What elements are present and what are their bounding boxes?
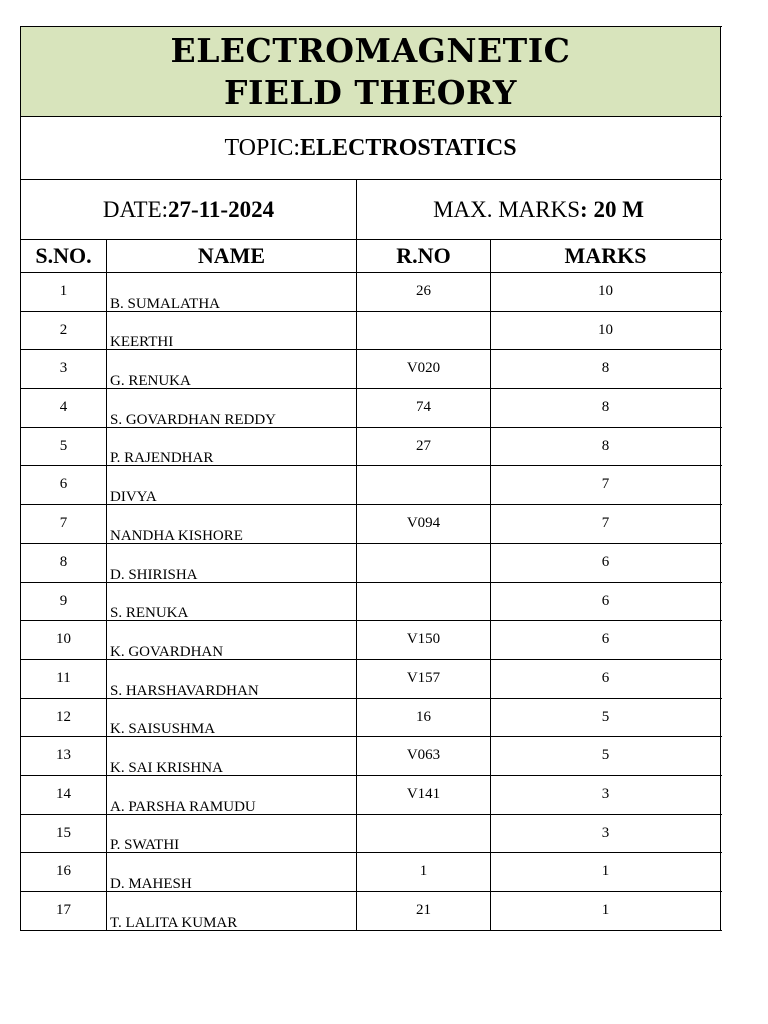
cell-rno: 26 xyxy=(357,273,491,311)
cell-rno: 21 xyxy=(357,892,491,930)
cell-sno: 4 xyxy=(21,389,107,427)
date-value: 27-11-2024 xyxy=(168,196,275,222)
cell-marks: 7 xyxy=(491,505,721,543)
cell-marks: 10 xyxy=(491,312,721,350)
cell-rno: V141 xyxy=(357,776,491,814)
topic-label: TOPIC: xyxy=(224,134,301,161)
cell-sno: 3 xyxy=(21,350,107,388)
cell-rno: V063 xyxy=(357,737,491,775)
cell-name-text: DIVYA xyxy=(110,489,157,506)
cell-name-text: K. SAISUSHMA xyxy=(110,721,216,738)
cell-name xyxy=(107,853,357,891)
table-row xyxy=(21,776,722,815)
max-marks-label: MAX. MARKS xyxy=(433,196,581,222)
cell-rno xyxy=(357,312,491,350)
cell-name-text: B. SUMALATHA xyxy=(110,295,221,312)
title-line-1: ELECTROMAGNETIC xyxy=(170,30,571,70)
column-header-marks: MARKS xyxy=(491,240,721,272)
cell-marks: 6 xyxy=(491,621,721,659)
date-label: DATE: xyxy=(102,196,169,222)
cell-sno: 12 xyxy=(21,699,107,737)
marks-sheet xyxy=(20,26,722,931)
cell-sno: 1 xyxy=(21,273,107,311)
cell-rno: V150 xyxy=(357,621,491,659)
table-body xyxy=(21,273,722,931)
table-header-row xyxy=(21,240,722,273)
cell-rno: 1 xyxy=(357,853,491,891)
cell-marks: 8 xyxy=(491,350,721,388)
table-row xyxy=(21,737,722,776)
date-cell xyxy=(21,180,357,239)
cell-marks: 8 xyxy=(491,389,721,427)
sheet-title xyxy=(21,27,721,116)
cell-name xyxy=(107,505,357,543)
table-row xyxy=(21,273,722,312)
cell-rno: 27 xyxy=(357,428,491,466)
max-marks-cell xyxy=(357,180,721,239)
cell-name-text: KEERTHI xyxy=(110,334,174,351)
cell-marks: 6 xyxy=(491,544,721,582)
cell-name-text: D. SHIRISHA xyxy=(110,566,198,583)
column-header-sno: S.NO. xyxy=(21,240,107,272)
cell-marks: 6 xyxy=(491,583,721,621)
table-row xyxy=(21,544,722,583)
cell-name-text: K. SAI KRISHNA xyxy=(110,759,223,776)
topic-cell xyxy=(21,117,721,179)
cell-name xyxy=(107,737,357,775)
cell-marks: 6 xyxy=(491,660,721,698)
cell-rno xyxy=(357,466,491,504)
cell-rno: V020 xyxy=(357,350,491,388)
cell-sno: 13 xyxy=(21,737,107,775)
cell-marks: 5 xyxy=(491,737,721,775)
cell-rno xyxy=(357,815,491,853)
cell-sno: 6 xyxy=(21,466,107,504)
cell-name-text: S. GOVARDHAN REDDY xyxy=(110,411,276,428)
cell-name xyxy=(107,544,357,582)
cell-marks: 10 xyxy=(491,273,721,311)
cell-sno: 15 xyxy=(21,815,107,853)
cell-sno: 9 xyxy=(21,583,107,621)
table-row xyxy=(21,892,722,931)
table-row xyxy=(21,853,722,892)
cell-marks: 3 xyxy=(491,776,721,814)
topic-row xyxy=(21,117,722,180)
cell-sno: 17 xyxy=(21,892,107,930)
cell-name-text: K. GOVARDHAN xyxy=(110,643,224,660)
table-row xyxy=(21,389,722,428)
table-row xyxy=(21,583,722,622)
table-row xyxy=(21,505,722,544)
column-header-name: NAME xyxy=(107,240,357,272)
topic-value: ELECTROSTATICS xyxy=(300,134,517,161)
cell-rno: 16 xyxy=(357,699,491,737)
cell-marks: 1 xyxy=(491,853,721,891)
table-row xyxy=(21,428,722,467)
table-row xyxy=(21,660,722,699)
cell-marks: 8 xyxy=(491,428,721,466)
cell-marks: 1 xyxy=(491,892,721,930)
cell-name xyxy=(107,312,357,350)
cell-sno: 8 xyxy=(21,544,107,582)
cell-sno: 14 xyxy=(21,776,107,814)
cell-name-text: P. SWATHI xyxy=(110,837,180,854)
cell-sno: 11 xyxy=(21,660,107,698)
cell-name-text: D. MAHESH xyxy=(110,876,192,892)
cell-sno: 2 xyxy=(21,312,107,350)
cell-rno: V094 xyxy=(357,505,491,543)
cell-marks: 5 xyxy=(491,699,721,737)
cell-name xyxy=(107,815,357,853)
cell-name xyxy=(107,776,357,814)
cell-name-text: P. RAJENDHAR xyxy=(110,450,214,467)
title-row xyxy=(21,27,722,117)
max-marks-value: : 20 M xyxy=(580,196,644,222)
cell-name-text: T. LALITA KUMAR xyxy=(110,914,238,931)
cell-rno: 74 xyxy=(357,389,491,427)
cell-sno: 16 xyxy=(21,853,107,891)
table-row xyxy=(21,466,722,505)
column-header-rno: R.NO xyxy=(357,240,491,272)
cell-name-text: S. RENUKA xyxy=(110,605,189,622)
cell-name-text: A. PARSHA RAMUDU xyxy=(110,798,256,815)
cell-sno: 5 xyxy=(21,428,107,466)
cell-name xyxy=(107,428,357,466)
cell-rno: V157 xyxy=(357,660,491,698)
cell-name xyxy=(107,350,357,388)
table-row xyxy=(21,621,722,660)
cell-name-text: S. HARSHAVARDHAN xyxy=(110,682,259,699)
cell-rno xyxy=(357,544,491,582)
cell-name xyxy=(107,273,357,311)
cell-name-text: G. RENUKA xyxy=(110,373,191,390)
title-line-2: FIELD THEORY xyxy=(224,72,517,112)
cell-marks: 3 xyxy=(491,815,721,853)
table-row xyxy=(21,350,722,389)
cell-rno xyxy=(357,583,491,621)
cell-name-text: NANDHA KISHORE xyxy=(110,527,243,544)
cell-sno: 7 xyxy=(21,505,107,543)
cell-name xyxy=(107,621,357,659)
cell-name xyxy=(107,389,357,427)
cell-name xyxy=(107,660,357,698)
table-row xyxy=(21,815,722,854)
cell-name xyxy=(107,892,357,930)
cell-name xyxy=(107,466,357,504)
cell-sno: 10 xyxy=(21,621,107,659)
table-row xyxy=(21,312,722,351)
meta-row xyxy=(21,180,722,240)
table-row xyxy=(21,699,722,738)
cell-marks: 7 xyxy=(491,466,721,504)
cell-name xyxy=(107,699,357,737)
cell-name xyxy=(107,583,357,621)
